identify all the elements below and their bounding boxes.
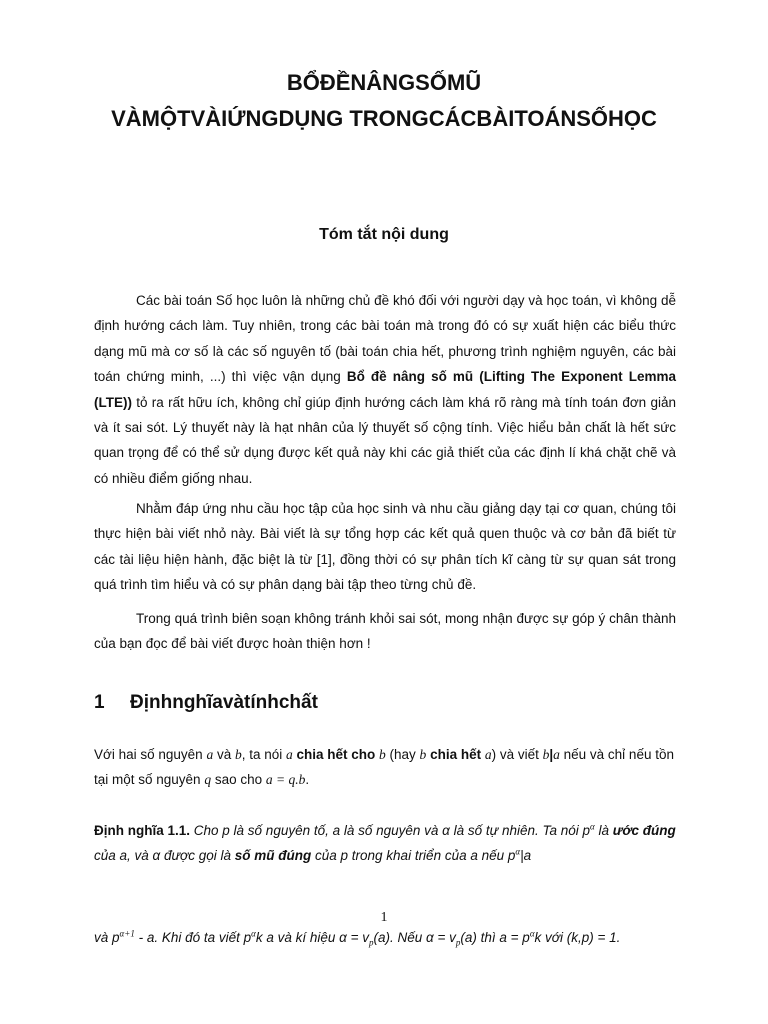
math-var: a [285, 747, 293, 762]
superscript: α [590, 821, 595, 832]
defined-term: số mũ đúng [234, 848, 312, 864]
superscript: α [251, 928, 256, 939]
math-var: a [484, 747, 492, 762]
math-var: q [204, 772, 212, 788]
superscript: α [515, 846, 521, 857]
bold-term: chia hết [430, 747, 482, 762]
definition-1-1 [94, 818, 676, 869]
text-run: ) và viết [491, 747, 543, 762]
defined-term: ước đúng [612, 823, 676, 838]
text-run: k với (k,p) = 1. [534, 930, 621, 945]
math-var: b [419, 747, 427, 762]
superscript: α [529, 928, 535, 939]
text-run: k a và kí hiệu α = v [255, 930, 370, 945]
abstract-p1-text-start: Các bài toán Số học luôn là những chủ đề khó đối với người dạy và học toán, vì không dễ định hướng cách làm. Tuy nhiên, trong các bài toán mà trong đó có sự xuất hiện các biểu thức dạng mũ mà cơ số là các số nguyên tố (bài toán chia hết, phương trình nghiệm nguyên, các bài toán chứng minh, ...) thì việc vận dụng [94, 293, 676, 385]
abstract-paragraph-1 [94, 288, 676, 491]
text-run: sao cho [211, 772, 266, 788]
text-run: (a) thì a = p [460, 930, 530, 945]
text-run: và [213, 747, 235, 762]
math-var: a [206, 747, 214, 762]
abstract-p1-bold-term: Bổ đề nâng số mũ (Lifting The Exponent Lemma (LTE)) [94, 369, 676, 410]
text-run: - a. Khi đó ta viết p [134, 930, 252, 945]
math-var: b [234, 747, 242, 762]
document-title-line-1: BỔĐỀNÂNGSỐMŨ [286, 70, 482, 95]
divides-symbol: | [549, 747, 554, 762]
text-run: Với hai số nguyên [94, 747, 207, 762]
abstract-heading: Tóm tắt nội dung [319, 226, 449, 243]
definition-continuation-line [94, 928, 620, 948]
math-equation: a = q.b [265, 772, 306, 788]
abstract-paragraph-3: Trong quá trình biên soạn không tránh khỏi sai sót, mong nhận được sự góp ý chân thành của bạn đọc để bài viết được hoàn thiện hơn ! [94, 611, 676, 652]
abstract-paragraph-2: Nhằm đáp ứng nhu cầu học tập của học sinh và nhu cầu giảng dạy tại cơ quan, chúng tôi thực hiện bài viết nhỏ này. Bài viết là sự tổng hợp các kết quả quen thuộc và cơ bản đã biết từ các tài liệu hiện hành, đặc biệt là từ [1], đồng thời có sự phân tích kĩ càng từ sự quan sát trong quá trình tìm hiểu và có sự phân dạng bài tập theo từng chủ đề. [94, 501, 676, 593]
text-run: và p [94, 930, 120, 945]
text-run: (a). Nếu α = v [373, 930, 456, 945]
text-run: nếu và chỉ nếu tồn tại một số nguyên [94, 747, 674, 788]
bold-term: chia hết cho [296, 747, 376, 762]
text-run: (hay [385, 747, 420, 762]
superscript: α+1 [119, 928, 135, 939]
subscript: p [455, 937, 461, 948]
definition-text: là [594, 823, 613, 838]
subscript: p [369, 937, 374, 948]
section-title: Địnhnghĩavàtínhchất [130, 692, 318, 713]
section-heading [94, 692, 318, 714]
definition-text: |a [520, 848, 532, 864]
definition-text: của a, và α được gọi là [94, 848, 235, 864]
page-number: 1 [380, 910, 388, 925]
math-var: b [379, 747, 386, 762]
math-var: b [542, 747, 550, 762]
math-var: a [553, 747, 560, 762]
divisibility-paragraph [94, 742, 676, 793]
abstract-p1-text-end: tỏ ra rất hữu ích, không chỉ giúp định hướng cách làm khá rõ ràng mà tính toán đơn giản và ít sai sót. Lý thuyết này là hạt nhân của lý thuyết số cộng tính. Việc hiểu bản chất là hết sức quan trọng để có thể sử dụng được kết quả này khi các giả thiết của các định lí khá chặt chẽ và có nhiều điểm giống nhau. [94, 394, 676, 486]
definition-text: Cho p là số nguyên tố, a là số nguyên và α là số tự nhiên. Ta nói p [190, 823, 591, 838]
definition-text: của p trong khai triển của a nếu p [311, 848, 516, 864]
text-run: . [305, 772, 310, 788]
section-number: 1 [94, 692, 105, 713]
text-run: , ta nói [241, 747, 286, 762]
definition-label: Định nghĩa 1.1. [94, 823, 191, 838]
document-title-line-2: VÀMỘTVÀIỨNGDỤNG TRONGCÁCBÀITOÁNSỐHỌC [111, 106, 657, 131]
